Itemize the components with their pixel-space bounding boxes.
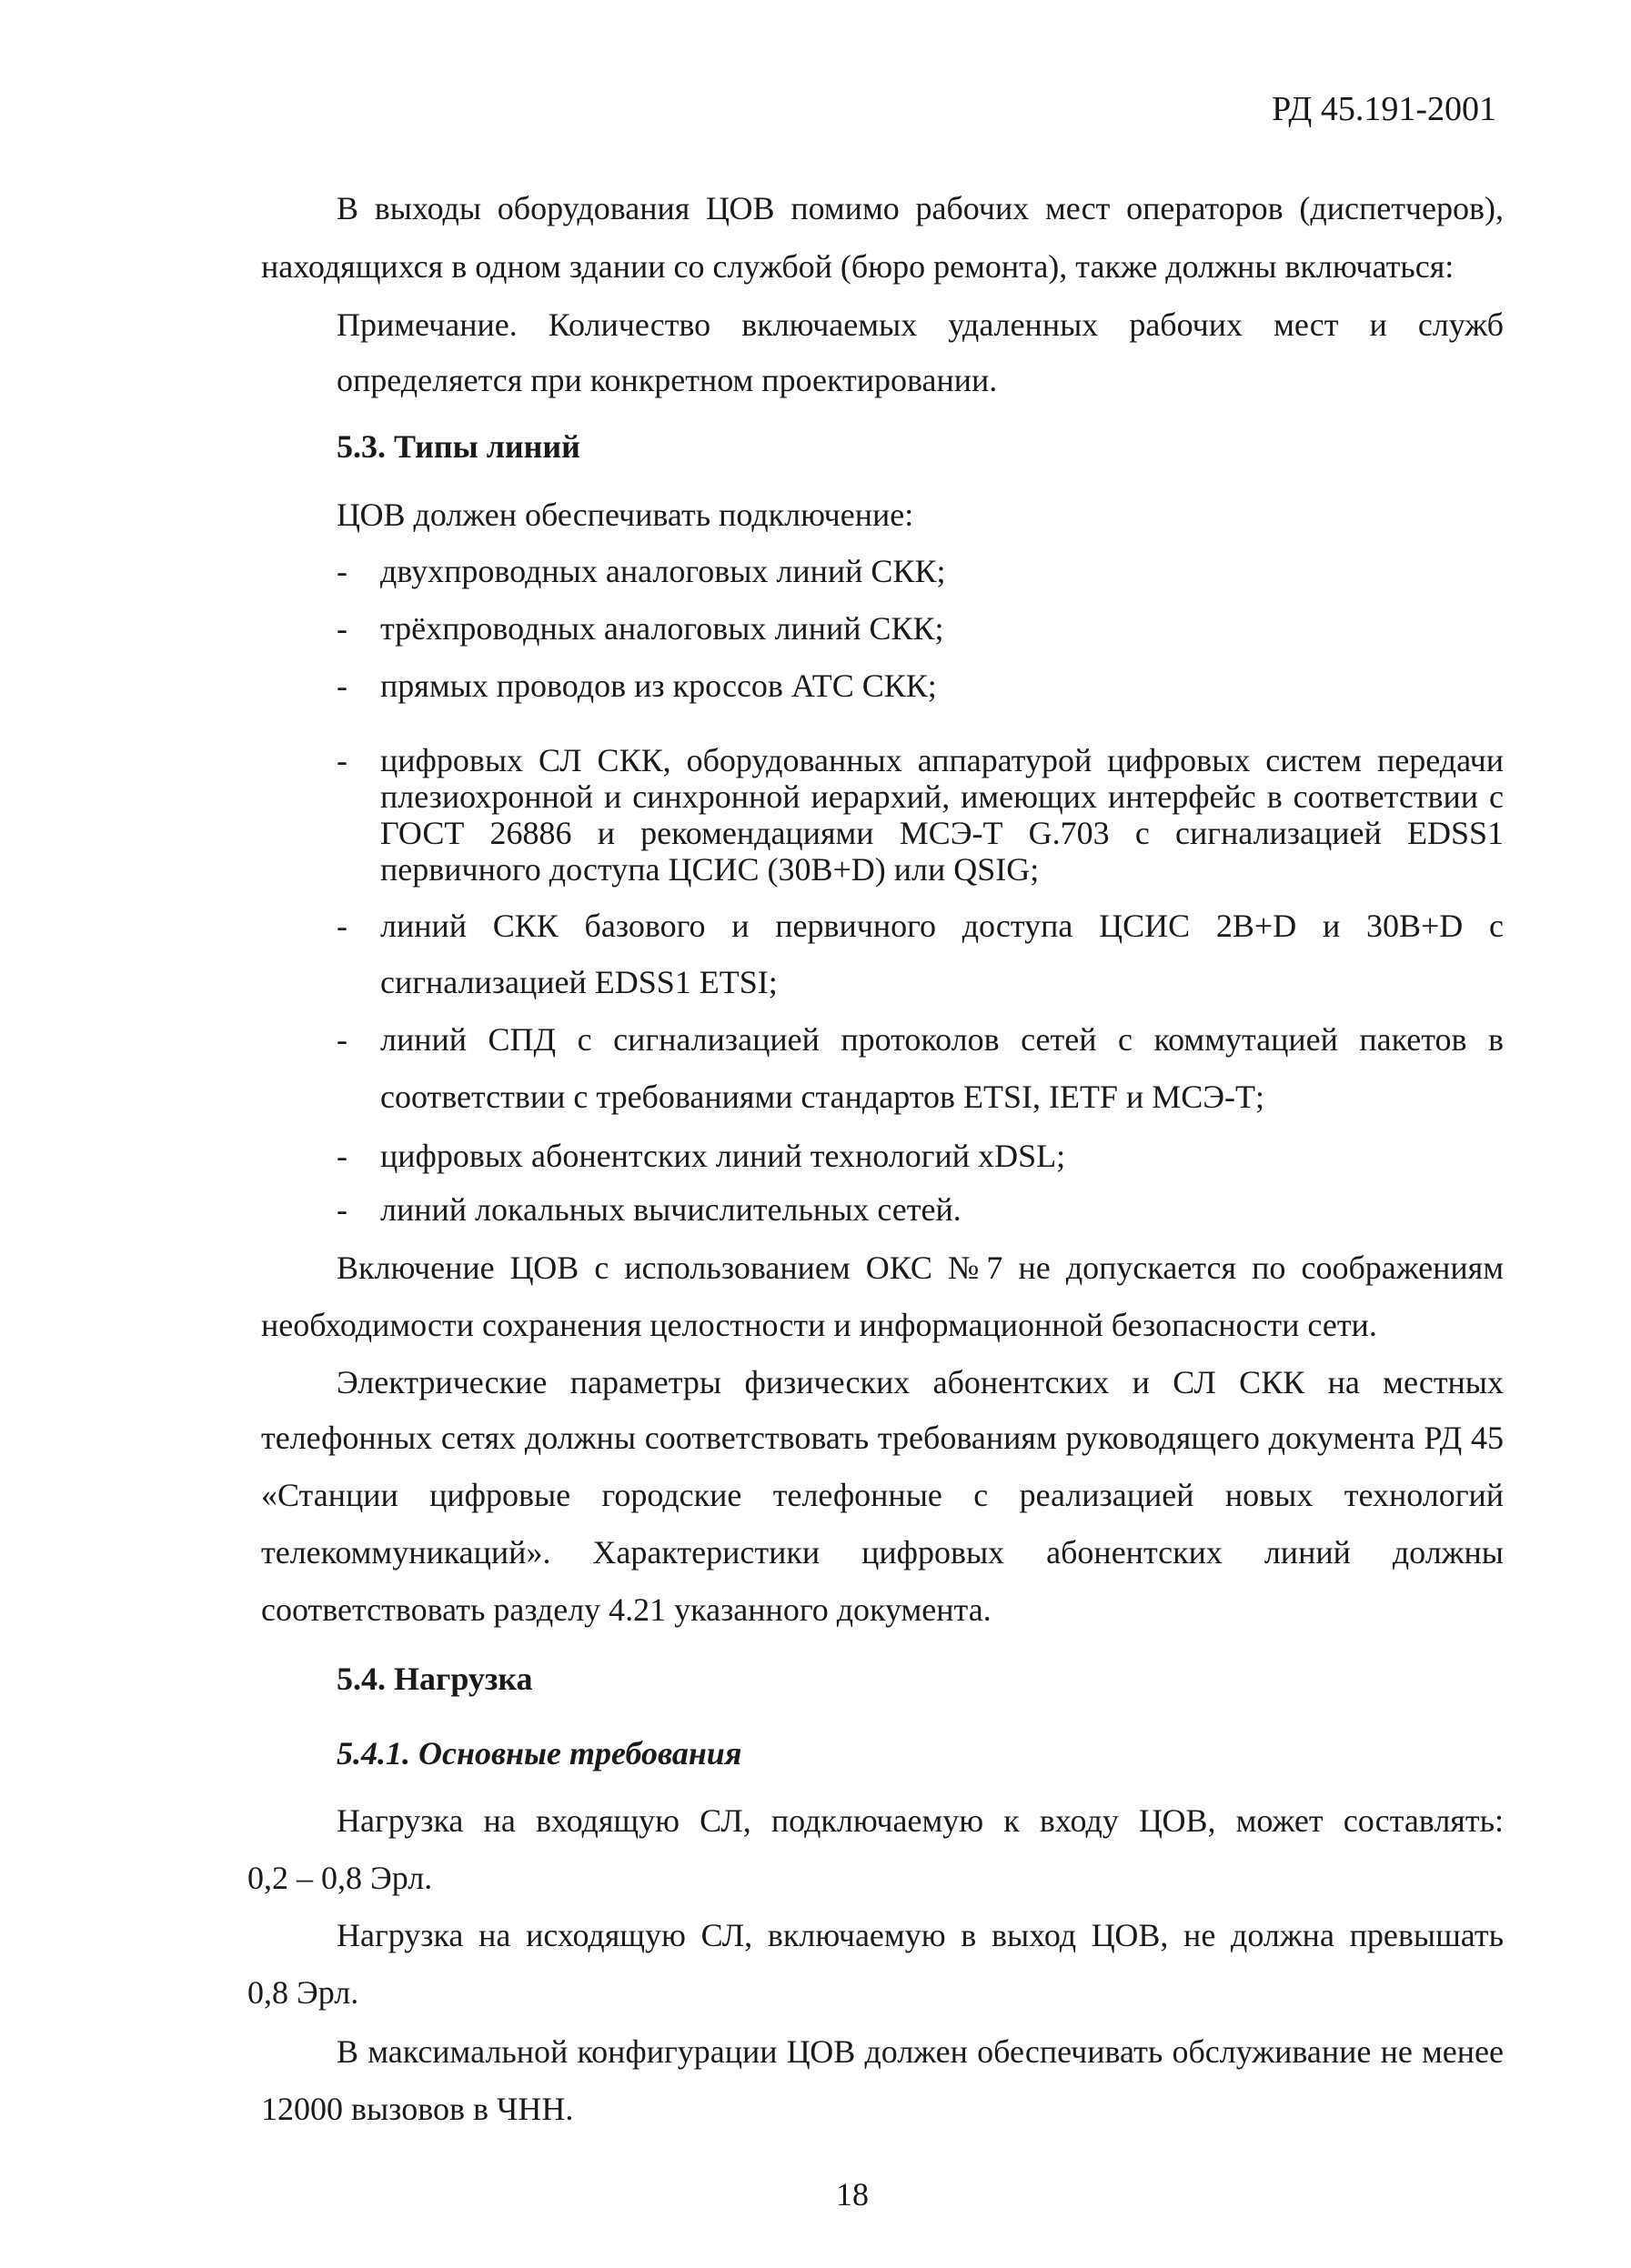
list-item-line: цифровых СЛ СКК, оборудованных аппаратурой цифровых систем передачи xyxy=(380,742,1504,778)
document-code: РД 45.191-2001 xyxy=(1272,90,1496,128)
list-item-line: линий СКК базового и первичного доступа ЦСИС 2B+D и 30B+D с xyxy=(380,908,1504,944)
list-bullet: - xyxy=(337,908,347,944)
list-item: прямых проводов из кроссов АТС СКК; xyxy=(380,667,937,704)
paragraph-line: Электрические параметры физических абонентских и СЛ СКК на местных xyxy=(337,1364,1504,1400)
list-item: линий локальных вычислительных сетей. xyxy=(380,1191,961,1228)
paragraph-line: телефонных сетях должны соответствовать требованиям руководящего документа РД 45 xyxy=(261,1420,1504,1456)
paragraph-line: соответствовать разделу 4.21 указанного документа. xyxy=(261,1591,992,1628)
paragraph-line: 0,2 – 0,8 Эрл. xyxy=(247,1860,433,1896)
list-bullet: - xyxy=(337,553,347,589)
list-item-line: соответствии с требованиями стандартов ETSI, IETF и МСЭ-Т; xyxy=(380,1079,1264,1115)
list-bullet: - xyxy=(337,1191,347,1228)
paragraph-line: В максимальной конфигурации ЦОВ должен обеспечивать обслуживание не менее xyxy=(337,2033,1504,2070)
paragraph-line: Нагрузка на входящую СЛ, подключаемую к входу ЦОВ, может составлять: xyxy=(337,1802,1504,1839)
list-bullet: - xyxy=(337,667,347,704)
list-item-line: первичного доступа ЦСИС (30B+D) или QSIG; xyxy=(380,851,1040,888)
paragraph-line: «Станции цифровые городские телефонные с реализацией новых технологий xyxy=(261,1477,1504,1513)
list-item: трёхпроводных аналоговых линий СКК; xyxy=(380,610,944,647)
paragraph-line: Нагрузка на исходящую СЛ, включаемую в выход ЦОВ, не должна превышать xyxy=(337,1917,1504,1953)
note-line: определяется при конкретном проектировании. xyxy=(337,362,998,398)
list-bullet: - xyxy=(337,1138,347,1174)
paragraph-line: необходимости сохранения целостности и информационной безопасности сети. xyxy=(261,1307,1377,1343)
paragraph-line: Включение ЦОВ с использованием ОКС №7 не допускается по соображениям xyxy=(337,1249,1504,1286)
list-item-line: линий СПД с сигнализацией протоколов сетей с коммутацией пакетов в xyxy=(380,1021,1504,1058)
section-heading: 5.3. Типы линий xyxy=(337,428,580,465)
page-number: 18 xyxy=(836,2176,869,2213)
note-line: Примечание. Количество включаемых удаленных рабочих мест и служб xyxy=(337,306,1504,343)
list-item-line: сигнализацией EDSS1 ETSI; xyxy=(380,964,778,1000)
list-item-line: ГОСТ 26886 и рекомендациями МСЭ-Т G.703 с сигнализацией EDSS1 xyxy=(380,815,1504,851)
paragraph-line: телекоммуникаций». Характеристики цифровых абонентских линий должны xyxy=(261,1534,1504,1571)
paragraph-line: ЦОВ должен обеспечивать подключение: xyxy=(337,497,914,533)
paragraph-line: В выходы оборудования ЦОВ помимо рабочих мест операторов (диспетчеров), xyxy=(337,190,1504,226)
list-bullet: - xyxy=(337,742,347,778)
paragraph-line: 0,8 Эрл. xyxy=(247,1974,359,2011)
list-bullet: - xyxy=(337,610,347,647)
list-item-line: плезиохронной и синхронной иерархий, имеющих интерфейс в соответствии с xyxy=(380,778,1504,815)
subsection-heading: 5.4.1. Основные требования xyxy=(337,1735,742,1771)
list-item: цифровых абонентских линий технологий xDSL; xyxy=(380,1138,1066,1174)
paragraph-line: 12000 вызовов в ЧНН. xyxy=(261,2091,574,2127)
section-heading: 5.4. Нагрузка xyxy=(337,1661,533,1697)
list-item: двухпроводных аналоговых линий СКК; xyxy=(380,553,946,589)
paragraph-line: находящихся в одном здании со службой (бюро ремонта), также должны включаться: xyxy=(261,248,1455,285)
list-bullet: - xyxy=(337,1021,347,1058)
